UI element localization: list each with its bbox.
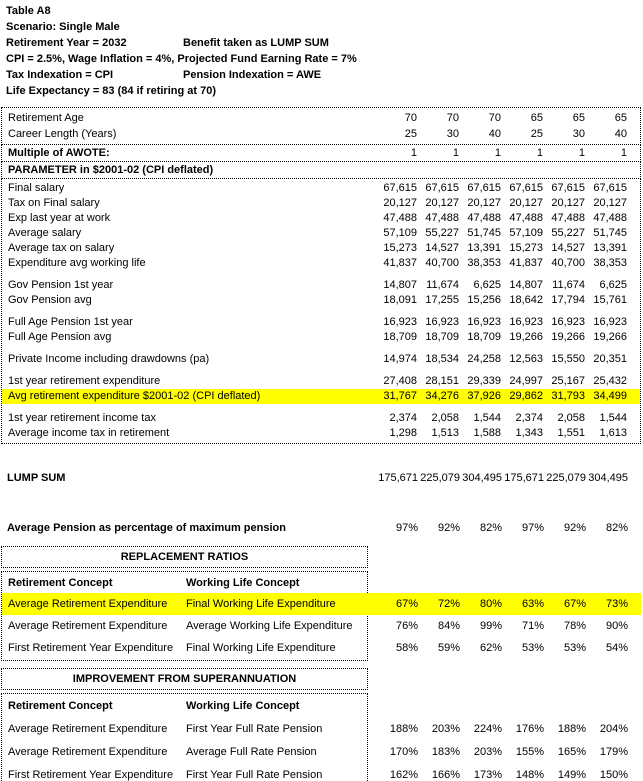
value-cell: 16,923 — [593, 316, 627, 328]
value-cell: 25,167 — [551, 375, 585, 387]
value-cell: 92% — [437, 522, 460, 534]
value-cell: 2,058 — [557, 412, 585, 424]
value-cell: 14,527 — [425, 242, 459, 254]
value-cell: 1 — [578, 147, 585, 159]
value-cell: 25 — [404, 128, 417, 140]
value-cell: 15,273 — [509, 242, 543, 254]
value-cell: 53% — [521, 642, 544, 654]
value-cell: 62% — [479, 642, 502, 654]
retirement-concept-cell: Average Retirement Expenditure — [8, 598, 168, 610]
value-cell: 65 — [614, 112, 627, 124]
value-cell: 55,227 — [551, 227, 585, 239]
table-row — [2, 256, 640, 271]
table-row — [2, 126, 640, 142]
value-cell: 73% — [605, 598, 628, 610]
awote-rows — [2, 145, 640, 161]
row-spacer — [2, 271, 640, 278]
value-cell: 47,488 — [509, 212, 543, 224]
value-cell: 18,709 — [383, 331, 417, 343]
avg-pension-row-container — [1, 520, 641, 536]
value-cell: 175,671 — [378, 472, 418, 484]
value-cell: 204% — [599, 723, 628, 735]
assumptions-line: CPI = 2.5%, Wage Inflation = 4%, Projected Fund Earning Rate = 7% — [6, 53, 357, 65]
parameter-data-box — [1, 178, 641, 444]
value-cell: 14,974 — [383, 353, 417, 365]
value-cell: 34,499 — [593, 390, 627, 402]
value-cell: 47,488 — [425, 212, 459, 224]
row-label: Avg retirement expenditure $2001-02 (CPI deflated) — [8, 390, 261, 402]
value-cell: 99% — [479, 620, 502, 632]
table-row — [2, 110, 640, 126]
value-cell: 16,923 — [425, 316, 459, 328]
working-life-concept-cell: First Year Full Rate Pension — [186, 769, 323, 781]
row-label: Average tax on salary — [8, 242, 115, 254]
lump-sum-rows — [1, 470, 641, 486]
value-cell: 224% — [473, 723, 502, 735]
value-cell: 18,709 — [467, 331, 501, 343]
value-cell: 148% — [515, 769, 544, 781]
table-row — [2, 241, 640, 256]
value-cell: 1,544 — [473, 412, 501, 424]
value-cell: 67,615 — [593, 182, 627, 194]
value-cell: 13,391 — [593, 242, 627, 254]
replacement-ratios-header-row — [2, 573, 641, 593]
value-cell: 31,767 — [383, 390, 417, 402]
value-cell: 18,642 — [509, 294, 543, 306]
table-row — [2, 411, 640, 426]
value-cell: 57,109 — [383, 227, 417, 239]
value-cell: 155% — [515, 746, 544, 758]
benefit-text: Benefit taken as LUMP SUM — [183, 37, 329, 49]
age-career-rows — [2, 110, 640, 142]
improvement-rows — [2, 718, 628, 781]
retirement-concept-cell: First Retirement Year Expenditure — [8, 642, 174, 654]
row-label: Gov Pension avg — [8, 294, 92, 306]
row-spacer — [2, 308, 640, 315]
row-spacer — [2, 367, 640, 374]
table-row — [1, 520, 641, 536]
age-career-box — [1, 107, 641, 145]
scenario-line: Scenario: Single Male — [6, 21, 120, 33]
row-label: Gov Pension 1st year — [8, 279, 114, 291]
replacement-ratios-box — [1, 571, 628, 661]
value-cell: 97% — [521, 522, 544, 534]
value-cell: 28,151 — [425, 375, 459, 387]
table-row — [2, 211, 640, 226]
table-row — [2, 278, 640, 293]
value-cell: 149% — [557, 769, 586, 781]
row-label: Full Age Pension 1st year — [8, 316, 133, 328]
value-cell: 63% — [521, 598, 544, 610]
value-cell: 16,923 — [509, 316, 543, 328]
concept-row — [2, 593, 641, 615]
row-label: 1st year retirement income tax — [8, 412, 156, 424]
row-label: Tax on Final salary — [8, 197, 100, 209]
value-cell: 1,613 — [599, 427, 627, 439]
value-cell: 175,671 — [504, 472, 544, 484]
row-spacer — [2, 404, 640, 411]
retirement-concept-cell: Average Retirement Expenditure — [8, 723, 168, 735]
value-cell: 12,563 — [509, 353, 543, 365]
row-label: Average income tax in retirement — [8, 427, 170, 439]
value-cell: 67,615 — [551, 182, 585, 194]
retirement-concept-header: Retirement Concept — [8, 700, 113, 712]
improvement-section — [1, 668, 643, 781]
value-cell: 18,091 — [383, 294, 417, 306]
table-row — [2, 145, 640, 161]
value-cell: 1 — [536, 147, 543, 159]
value-cell: 65 — [530, 112, 543, 124]
value-cell: 11,674 — [552, 279, 585, 291]
working-life-concept-cell: Final Working Life Expenditure — [186, 642, 336, 654]
value-cell: 40,700 — [551, 257, 585, 269]
value-cell: 53% — [563, 642, 586, 654]
value-cell: 2,374 — [389, 412, 417, 424]
table-row — [2, 352, 640, 367]
table-row — [2, 181, 640, 196]
value-cell: 1,551 — [557, 427, 585, 439]
value-cell: 34,276 — [425, 390, 459, 402]
row-label: Career Length (Years) — [8, 128, 117, 140]
value-cell: 304,495 — [462, 472, 502, 484]
table-row — [2, 293, 640, 308]
indexation-line — [6, 67, 636, 83]
value-cell: 84% — [437, 620, 460, 632]
retirement-concept-cell: Average Retirement Expenditure — [8, 620, 168, 632]
value-cell: 13,391 — [467, 242, 501, 254]
value-cell: 20,127 — [551, 197, 585, 209]
parameter-header: PARAMETER in $2001-02 (CPI deflated) — [8, 164, 214, 176]
row-label: Average Pension as percentage of maximum pension — [7, 522, 286, 534]
avg-pension-rows — [1, 520, 641, 536]
value-cell: 70 — [488, 112, 501, 124]
value-cell: 1 — [620, 147, 627, 159]
table-row — [1, 470, 641, 486]
row-label: Private Income including drawdowns (pa) — [8, 353, 210, 365]
value-cell: 38,353 — [593, 257, 627, 269]
value-cell: 2,058 — [431, 412, 459, 424]
parameter-header-box — [1, 161, 641, 179]
report-title: Table A8 — [6, 5, 51, 17]
value-cell: 16,923 — [467, 316, 501, 328]
value-cell: 173% — [473, 769, 502, 781]
concept-row — [2, 718, 641, 741]
value-cell: 47,488 — [467, 212, 501, 224]
value-cell: 14,527 — [551, 242, 585, 254]
value-cell: 82% — [479, 522, 502, 534]
table-row — [2, 196, 640, 211]
improvement-title: IMPROVEMENT FROM SUPERANNUATION — [1, 668, 368, 690]
value-cell: 76% — [395, 620, 418, 632]
value-cell: 20,127 — [383, 197, 417, 209]
value-cell: 1,343 — [515, 427, 543, 439]
value-cell: 92% — [563, 522, 586, 534]
table-row — [2, 389, 640, 404]
replacement-ratios-rows — [2, 593, 628, 659]
value-cell: 40,700 — [425, 257, 459, 269]
improvement-header-row — [2, 695, 641, 718]
value-cell: 27,408 — [383, 375, 417, 387]
value-cell: 29,862 — [509, 390, 543, 402]
improvement-box — [1, 693, 628, 781]
value-cell: 1,513 — [431, 427, 459, 439]
working-life-concept-cell: Final Working Life Expenditure — [186, 598, 336, 610]
value-cell: 67% — [395, 598, 418, 610]
value-cell: 40 — [488, 128, 501, 140]
value-cell: 97% — [395, 522, 418, 534]
value-cell: 183% — [431, 746, 460, 758]
value-cell: 203% — [473, 746, 502, 758]
value-cell: 29,339 — [467, 375, 501, 387]
value-cell: 71% — [521, 620, 544, 632]
value-cell: 67,615 — [383, 182, 417, 194]
value-cell: 47,488 — [383, 212, 417, 224]
row-label: Multiple of AWOTE: — [8, 147, 110, 159]
value-cell: 67% — [563, 598, 586, 610]
parameter-data-rows — [2, 181, 640, 441]
value-cell: 14,807 — [383, 279, 417, 291]
working-life-concept-header: Working Life Concept — [186, 700, 300, 712]
working-life-concept-cell: Average Working Life Expenditure — [186, 620, 353, 632]
value-cell: 188% — [389, 723, 418, 735]
value-cell: 65 — [572, 112, 585, 124]
pension-indexation-text: Pension Indexation = AWE — [183, 69, 322, 81]
value-cell: 20,127 — [593, 197, 627, 209]
retirement-concept-cell: First Retirement Year Expenditure — [8, 769, 174, 781]
value-cell: 17,255 — [425, 294, 459, 306]
value-cell: 15,256 — [467, 294, 501, 306]
value-cell: 166% — [431, 769, 460, 781]
value-cell: 41,837 — [509, 257, 543, 269]
value-cell: 57,109 — [509, 227, 543, 239]
value-cell: 51,745 — [593, 227, 627, 239]
main-parameter-table — [1, 108, 641, 444]
value-cell: 20,351 — [593, 353, 627, 365]
value-cell: 20,127 — [467, 197, 501, 209]
row-label: Exp last year at work — [8, 212, 111, 224]
value-cell: 165% — [557, 746, 586, 758]
value-cell: 188% — [557, 723, 586, 735]
row-label: Retirement Age — [8, 112, 84, 124]
row-label: Full Age Pension avg — [8, 331, 112, 343]
value-cell: 80% — [479, 598, 502, 610]
value-cell: 78% — [563, 620, 586, 632]
concept-row — [2, 764, 641, 781]
report-header — [6, 3, 636, 99]
value-cell: 67,615 — [509, 182, 543, 194]
lump-sum-row-container — [1, 470, 641, 486]
retirement-year-text: Retirement Year = 2032 — [6, 37, 127, 49]
value-cell: 170% — [389, 746, 418, 758]
replacement-ratios-title: REPLACEMENT RATIOS — [1, 546, 368, 568]
table-row — [2, 226, 640, 241]
table-row — [2, 330, 640, 345]
value-cell: 304,495 — [588, 472, 628, 484]
value-cell: 16,923 — [383, 316, 417, 328]
value-cell: 40 — [614, 128, 627, 140]
row-label: 1st year retirement expenditure — [8, 375, 161, 387]
value-cell: 150% — [599, 769, 628, 781]
value-cell: 30 — [446, 128, 459, 140]
awote-box — [1, 144, 641, 162]
value-cell: 162% — [389, 769, 418, 781]
value-cell: 14,807 — [509, 279, 543, 291]
value-cell: 20,127 — [425, 197, 459, 209]
row-spacer — [2, 345, 640, 352]
value-cell: 19,266 — [593, 331, 627, 343]
value-cell: 18,534 — [425, 353, 459, 365]
value-cell: 1,588 — [473, 427, 501, 439]
value-cell: 41,837 — [383, 257, 417, 269]
value-cell: 1,298 — [389, 427, 417, 439]
value-cell: 25,432 — [593, 375, 627, 387]
working-life-concept-cell: First Year Full Rate Pension — [186, 723, 323, 735]
row-label: Expenditure avg working life — [8, 257, 146, 269]
value-cell: 15,761 — [593, 294, 627, 306]
value-cell: 179% — [599, 746, 628, 758]
life-expectancy-line: Life Expectancy = 83 (84 if retiring at 70) — [6, 85, 216, 97]
value-cell: 18,709 — [425, 331, 459, 343]
value-cell: 16,923 — [551, 316, 585, 328]
value-cell: 67,615 — [425, 182, 459, 194]
value-cell: 176% — [515, 723, 544, 735]
value-cell: 38,353 — [467, 257, 501, 269]
row-label: Final salary — [8, 182, 65, 194]
value-cell: 72% — [437, 598, 460, 610]
value-cell: 15,273 — [383, 242, 417, 254]
value-cell: 225,079 — [420, 472, 460, 484]
value-cell: 55,227 — [425, 227, 459, 239]
tax-indexation-text: Tax Indexation = CPI — [6, 69, 114, 81]
table-row — [2, 426, 640, 441]
concept-row — [2, 741, 641, 764]
retirement-concept-header: Retirement Concept — [8, 577, 113, 589]
value-cell: 47,488 — [593, 212, 627, 224]
value-cell: 30 — [572, 128, 585, 140]
value-cell: 1,544 — [599, 412, 627, 424]
value-cell: 70 — [404, 112, 417, 124]
value-cell: 37,926 — [467, 390, 501, 402]
value-cell: 51,745 — [467, 227, 501, 239]
value-cell: 17,794 — [551, 294, 585, 306]
value-cell: 54% — [605, 642, 628, 654]
value-cell: 47,488 — [551, 212, 585, 224]
value-cell: 67,615 — [467, 182, 501, 194]
value-cell: 59% — [437, 642, 460, 654]
value-cell: 6,625 — [599, 279, 627, 291]
value-cell: 2,374 — [515, 412, 543, 424]
working-life-concept-header: Working Life Concept — [186, 577, 300, 589]
replacement-ratios-section — [1, 546, 643, 661]
row-label: Average salary — [8, 227, 82, 239]
value-cell: 90% — [605, 620, 628, 632]
value-cell: 15,550 — [551, 353, 585, 365]
value-cell: 6,625 — [473, 279, 501, 291]
value-cell: 19,266 — [509, 331, 543, 343]
value-cell: 19,266 — [551, 331, 585, 343]
retirement-concept-cell: Average Retirement Expenditure — [8, 746, 168, 758]
concept-row — [2, 615, 641, 637]
value-cell: 1 — [494, 147, 501, 159]
value-cell: 24,258 — [467, 353, 501, 365]
value-cell: 1 — [452, 147, 459, 159]
table-row — [2, 374, 640, 389]
value-cell: 225,079 — [546, 472, 586, 484]
value-cell: 82% — [605, 522, 628, 534]
working-life-concept-cell: Average Full Rate Pension — [186, 746, 317, 758]
table-row — [2, 315, 640, 330]
value-cell: 70 — [446, 112, 459, 124]
concept-row — [2, 637, 641, 659]
value-cell: 31,793 — [551, 390, 585, 402]
value-cell: 20,127 — [509, 197, 543, 209]
value-cell: 1 — [410, 147, 417, 159]
row-label: LUMP SUM — [7, 472, 66, 484]
value-cell: 24,997 — [509, 375, 543, 387]
value-cell: 11,674 — [426, 279, 459, 291]
value-cell: 203% — [431, 723, 460, 735]
retirement-benefit-line — [6, 35, 636, 51]
value-cell: 58% — [395, 642, 418, 654]
value-cell: 25 — [530, 128, 543, 140]
